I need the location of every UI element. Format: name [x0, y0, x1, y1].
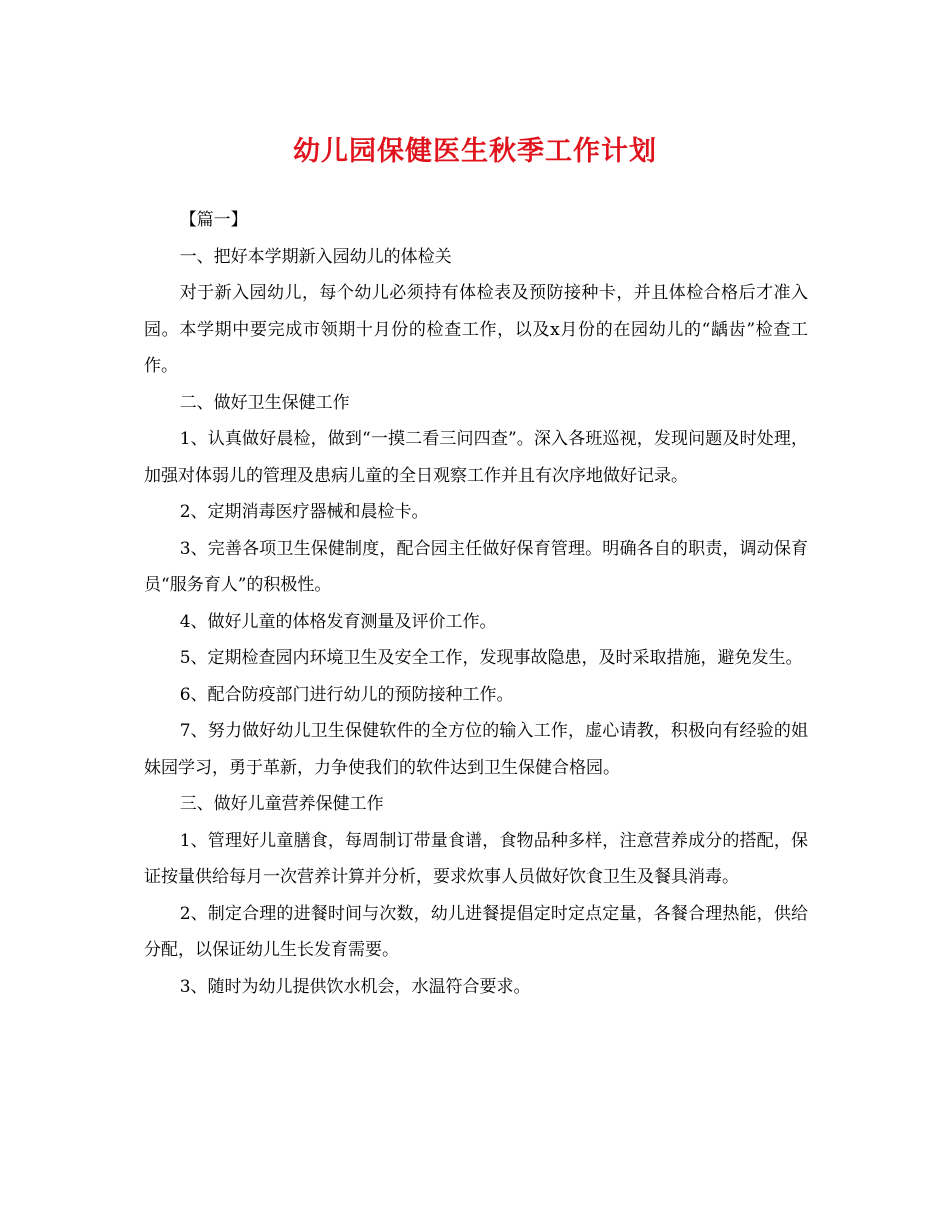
document-title: 幼儿园保健医生秋季工作计划: [293, 136, 657, 167]
paragraph: 2、定期消毒医疗器械和晨检卡。: [179, 502, 429, 522]
paragraph: 6、配合防疫部门进行幼儿的预防接种工作。: [179, 684, 514, 705]
paragraph: 1、认真做好晨检，做到“一摸二看三问四查”。深入各班巡视，发现问题及时处理，加强对体弱儿的管理及患病儿童的全日观察工作并且有次序地做好记录。: [144, 429, 808, 486]
paragraph: 3、随时为幼儿提供饮水机会，水温符合要求。: [179, 976, 531, 997]
paragraph: 7、努力做好幼儿卫生保健软件的全方位的输入工作，虚心请教，积极向有经验的姐妹园学习，勇于革新，力争使我们的软件达到卫生保健合格园。: [144, 721, 808, 778]
paragraph: 5、定期检查园内环境卫生及安全工作，发现事故隐患，及时采取措施，避免发生。: [179, 648, 803, 668]
document-body: [144, 202, 808, 1005]
paragraph: 对于新入园幼儿，每个幼儿必须持有体检表及预防接种卡，并且体检合格后才准入园。本学期中要完成市领期十月份的检查工作，以及x月份的在园幼儿的“龋齿”检查工作。: [144, 283, 808, 376]
paragraph: 4、做好儿童的体格发育测量及评价工作。: [179, 611, 497, 632]
section-heading-3: 三、做好儿童营养保健工作: [179, 794, 384, 814]
paragraph: 3、完善各项卫生保健制度，配合园主任做好保育管理。明确各自的职责，调动保育员“服务育人”的积极性。: [144, 538, 808, 595]
paragraph: 2、制定合理的进餐时间与次数，幼儿进餐提倡定时定点定量，各餐合理热能，供给分配，以保证幼儿生长发育需要。: [144, 903, 808, 960]
section-heading-1: 一、把好本学期新入园幼儿的体检关: [179, 246, 452, 267]
section-heading-2: 二、做好卫生保健工作: [179, 392, 350, 413]
paragraph: 1、管理好儿童膳食，每周制订带量食谱，食物品种多样，注意营养成分的搭配，保证按量供给每月一次营养计算并分析，要求炊事人员做好饮食卫生及餐具消毒。: [144, 830, 808, 887]
section-label: 【篇一】: [179, 210, 248, 230]
